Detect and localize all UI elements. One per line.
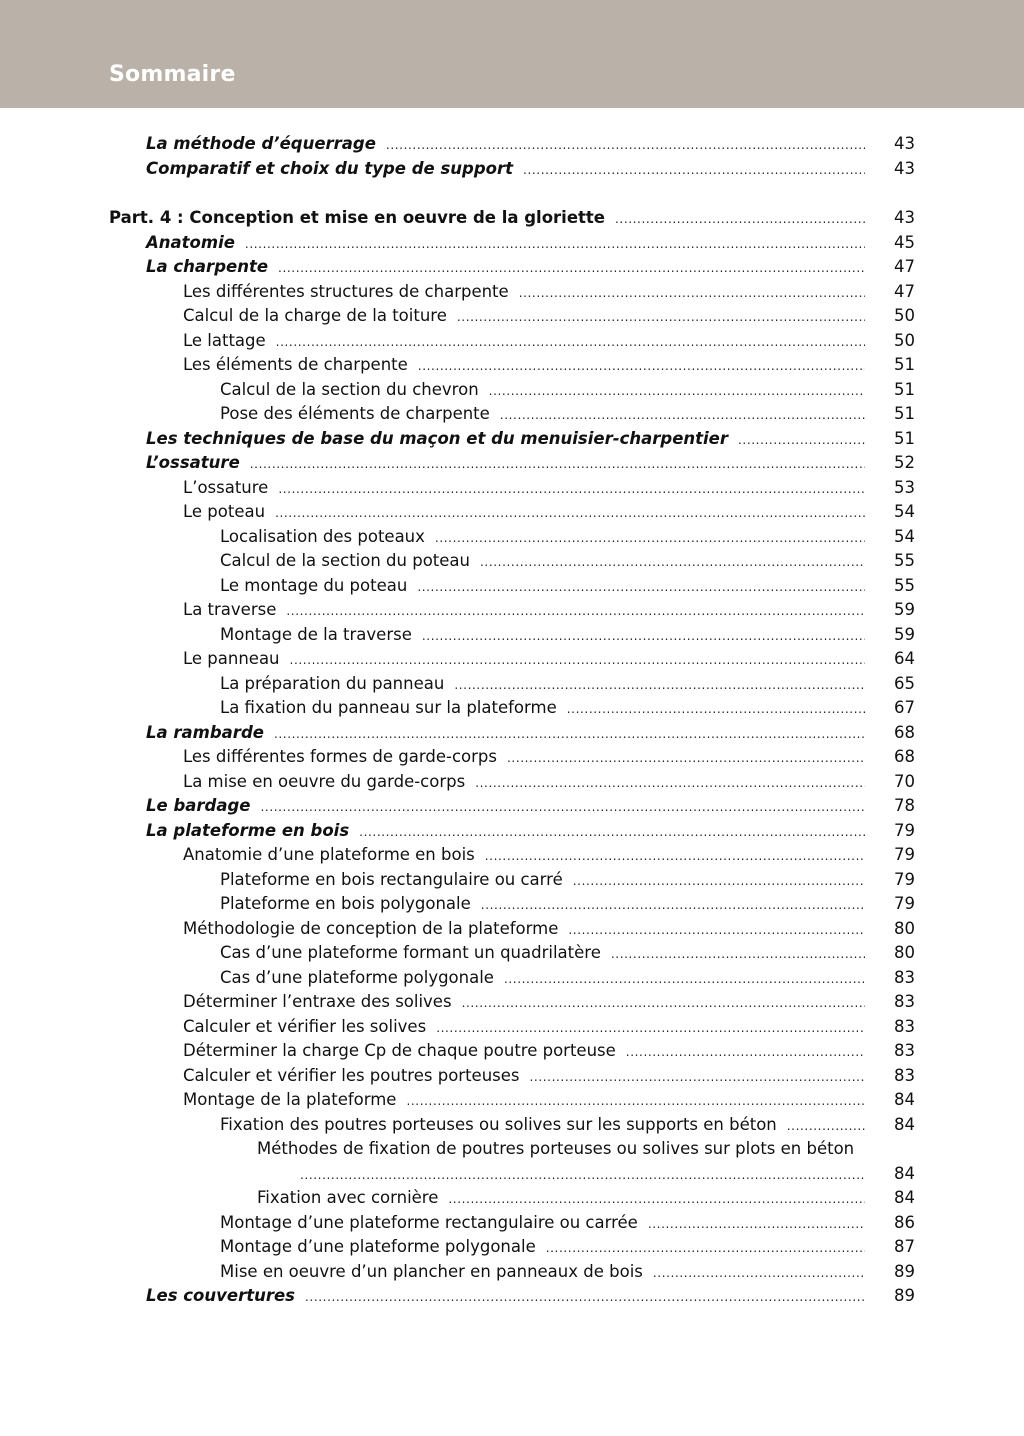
toc-entry-label: Part. 4 : Conception et mise en oeuvre de la gloriette	[109, 206, 615, 231]
dot-leader	[276, 330, 865, 355]
toc-entry[interactable]	[0, 427, 1024, 452]
dot-leader	[245, 232, 865, 257]
toc-entry[interactable]	[0, 941, 1024, 966]
dot-leader	[507, 746, 865, 771]
toc-entry-label: Calcul de la section du chevron	[220, 378, 489, 403]
toc-entry-label: L’ossature	[146, 451, 250, 476]
toc-entry[interactable]	[0, 353, 1024, 378]
toc-entry[interactable]	[0, 476, 1024, 501]
toc-entry[interactable]	[0, 696, 1024, 721]
dot-leader	[260, 795, 865, 820]
toc-entry-page: 89	[894, 1261, 915, 1281]
toc-entry-label: La préparation du panneau	[220, 672, 454, 697]
toc-entry-page: 64	[894, 649, 915, 668]
dot-leader	[481, 893, 865, 918]
dot-leader	[278, 477, 865, 502]
toc-entry-page: 51	[894, 404, 915, 423]
dot-leader	[615, 207, 865, 232]
dot-leader	[653, 1261, 865, 1286]
dot-leader	[500, 403, 865, 428]
dot-leader	[290, 648, 865, 673]
toc-entry-page: 47	[894, 281, 915, 301]
toc-entry[interactable]	[0, 378, 1024, 403]
toc-entry-page: 87	[894, 1237, 915, 1256]
toc-entry-page: 83	[894, 1065, 915, 1085]
toc-entry[interactable]	[0, 329, 1024, 354]
toc-entry[interactable]	[0, 1284, 1024, 1309]
dot-leader	[648, 1212, 865, 1237]
toc-entry-label: Fixation avec cornière	[257, 1186, 448, 1211]
toc-entry-page: 78	[894, 796, 915, 815]
toc-entry-page: 67	[894, 698, 915, 717]
toc-entry-label: Le bardage	[146, 794, 260, 819]
toc-entry[interactable]	[0, 966, 1024, 991]
toc-entry-page: 84	[894, 1188, 915, 1207]
toc-entry[interactable]	[0, 451, 1024, 476]
toc-entry-page: 59	[894, 624, 915, 644]
toc-entry-label: La traverse	[183, 598, 286, 623]
toc-entry-page: 43	[894, 134, 915, 153]
toc-entry-page: 55	[894, 575, 915, 595]
toc-entry-page: 80	[894, 943, 915, 962]
dot-leader	[546, 1236, 865, 1261]
toc-entry-label: La fixation du panneau sur la plateforme	[220, 696, 567, 721]
toc-entry-page: 55	[894, 551, 915, 570]
toc-entry-page: 59	[894, 600, 915, 619]
toc-entry[interactable]	[0, 647, 1024, 672]
dot-leader	[418, 354, 865, 379]
toc-entry-label: Calculer et vérifier les solives	[183, 1015, 436, 1040]
toc-entry-label: Comparatif et choix du type de support	[146, 157, 523, 182]
toc-entry-label: Calcul de la section du poteau	[220, 549, 480, 574]
toc-entry-page: 84	[894, 1114, 915, 1134]
toc-entry-label: Le montage du poteau	[220, 574, 417, 599]
toc-entry-label: Plateforme en bois polygonale	[220, 892, 481, 917]
toc-entry-page: 47	[894, 257, 915, 276]
toc-entry[interactable]	[0, 574, 1024, 599]
toc-entry-page: 70	[894, 771, 915, 791]
dot-leader	[462, 991, 865, 1016]
toc-entry-page: 86	[894, 1212, 915, 1232]
toc-entry-page: 51	[894, 355, 915, 374]
table-of-contents	[0, 132, 1024, 1309]
toc-entry[interactable]	[0, 1235, 1024, 1260]
toc-entry[interactable]	[0, 892, 1024, 917]
toc-entry-page: 54	[894, 526, 915, 546]
toc-entry[interactable]	[0, 917, 1024, 942]
dot-leader	[305, 1285, 865, 1310]
toc-entry[interactable]	[0, 1064, 1024, 1089]
toc-entry[interactable]	[0, 1039, 1024, 1064]
dot-leader	[359, 820, 865, 845]
toc-entry-label: Montage de la traverse	[220, 623, 422, 648]
toc-entry[interactable]	[0, 549, 1024, 574]
dot-leader	[448, 1187, 865, 1212]
toc-entry-label: Cas d’une plateforme formant un quadrilatère	[220, 941, 611, 966]
toc-entry-page: 51	[894, 428, 915, 448]
toc-entry-label: La méthode d’équerrage	[146, 132, 386, 157]
toc-entry[interactable]	[0, 402, 1024, 427]
toc-entry-label: Les couvertures	[146, 1284, 305, 1309]
toc-entry-label: Localisation des poteaux	[220, 525, 435, 550]
toc-entry-label: Les différentes structures de charpente	[183, 280, 519, 305]
toc-entry[interactable]	[0, 304, 1024, 329]
toc-entry-label: Pose des éléments de charpente	[220, 402, 500, 427]
toc-entry[interactable]	[0, 1211, 1024, 1236]
toc-entry[interactable]	[0, 255, 1024, 280]
dot-leader	[504, 967, 865, 992]
toc-entry[interactable]	[0, 794, 1024, 819]
toc-entry-label: Calculer et vérifier les poutres porteuses	[183, 1064, 530, 1089]
toc-entry-label: Anatomie d’une plateforme en bois	[183, 843, 485, 868]
toc-entry[interactable]	[0, 500, 1024, 525]
toc-entry-page: 84	[894, 1163, 915, 1183]
toc-entry-page: 50	[894, 306, 915, 325]
spacer	[0, 181, 1024, 206]
dot-leader	[435, 526, 865, 551]
dot-leader	[567, 697, 865, 722]
toc-entry[interactable]	[0, 745, 1024, 770]
toc-entry[interactable]	[0, 672, 1024, 697]
dot-leader	[485, 844, 865, 869]
dot-leader	[454, 673, 865, 698]
dot-leader	[417, 575, 865, 600]
dot-leader	[286, 599, 865, 624]
dot-leader	[457, 305, 865, 330]
dot-leader	[436, 1016, 865, 1041]
toc-entry[interactable]	[0, 843, 1024, 868]
toc-entry-page: 83	[894, 1041, 915, 1060]
dot-leader	[300, 1163, 865, 1188]
dot-leader	[626, 1040, 865, 1065]
toc-entry[interactable]	[0, 990, 1024, 1015]
dot-leader	[489, 379, 865, 404]
toc-entry-label: Anatomie	[146, 231, 245, 256]
toc-entry-label: L’ossature	[183, 476, 278, 501]
toc-entry-page: 54	[894, 502, 915, 521]
toc-entry[interactable]	[0, 623, 1024, 648]
toc-entry-label: Montage de la plateforme	[183, 1088, 406, 1113]
toc-entry-page: 45	[894, 232, 915, 252]
toc-entry[interactable]	[0, 1186, 1024, 1211]
dot-leader	[523, 158, 865, 183]
toc-entry-label: La mise en oeuvre du garde-corps	[183, 770, 475, 795]
toc-entry-label: Déterminer l’entraxe des solives	[183, 990, 462, 1015]
dot-leader	[738, 428, 865, 453]
toc-entry-page: 79	[894, 845, 915, 864]
dot-leader	[275, 501, 865, 526]
dot-leader	[573, 869, 865, 894]
toc-entry-page: 83	[894, 967, 915, 987]
dot-leader	[406, 1089, 865, 1114]
dot-leader	[530, 1065, 866, 1090]
toc-entry-continuation[interactable]	[0, 1162, 1024, 1187]
toc-entry[interactable]	[0, 1260, 1024, 1285]
toc-entry-page: 68	[894, 722, 915, 742]
toc-entry-label: La charpente	[146, 255, 278, 280]
dot-leader	[480, 550, 865, 575]
toc-part-heading[interactable]	[0, 206, 1024, 231]
toc-entry[interactable]	[0, 819, 1024, 844]
toc-entry[interactable]	[0, 868, 1024, 893]
dot-leader	[386, 133, 865, 158]
toc-entry-label: Les techniques de base du maçon et du menuisier-charpentier	[146, 427, 738, 452]
toc-entry-label: Le panneau	[183, 647, 290, 672]
dot-leader	[519, 281, 865, 306]
toc-entry-page: 53	[894, 477, 915, 497]
toc-entry[interactable]	[0, 721, 1024, 746]
toc-entry-label: Calcul de la charge de la toiture	[183, 304, 457, 329]
toc-entry-page: 80	[894, 918, 915, 938]
toc-entry-page: 52	[894, 453, 915, 472]
toc-entry-label: Le poteau	[183, 500, 275, 525]
toc-entry[interactable]	[0, 770, 1024, 795]
dot-leader	[475, 771, 865, 796]
toc-entry-label: Les différentes formes de garde-corps	[183, 745, 507, 770]
dot-leader	[422, 624, 865, 649]
toc-entry-label: La plateforme en bois	[146, 819, 359, 844]
toc-entry-page: 79	[894, 820, 915, 840]
toc-entry-label: Montage d’une plateforme polygonale	[220, 1235, 546, 1260]
toc-entry[interactable]	[0, 132, 1024, 157]
toc-entry-label: Les éléments de charpente	[183, 353, 418, 378]
toc-entry-page: 89	[894, 1286, 915, 1305]
toc-entry-page: 79	[894, 869, 915, 889]
toc-entry-label: Mise en oeuvre d’un plancher en panneaux de bois	[220, 1260, 653, 1285]
toc-entry-label: Méthodes de fixation de poutres porteuses ou solives sur plots en béton	[257, 1137, 864, 1162]
toc-entry[interactable]	[0, 598, 1024, 623]
toc-entry-page: 65	[894, 673, 915, 693]
dot-leader	[611, 942, 865, 967]
toc-entry-label: Plateforme en bois rectangulaire ou carré	[220, 868, 573, 893]
dot-leader	[274, 722, 865, 747]
toc-entry-label: Montage d’une plateforme rectangulaire ou carrée	[220, 1211, 648, 1236]
toc-entry-label: Méthodologie de conception de la plateforme	[183, 917, 568, 942]
page-title: Sommaire	[109, 62, 236, 87]
toc-entry-page: 43	[894, 208, 915, 227]
toc-entry-label: Le lattage	[183, 329, 276, 354]
dot-leader	[568, 918, 865, 943]
toc-entry[interactable]	[0, 1113, 1024, 1138]
toc-entry[interactable]	[0, 1137, 1024, 1162]
toc-entry[interactable]	[0, 280, 1024, 305]
toc-entry-page: 51	[894, 379, 915, 399]
toc-entry-page: 43	[894, 158, 915, 178]
toc-entry-page: 83	[894, 1016, 915, 1036]
toc-entry-label: Fixation des poutres porteuses ou solives sur les supports en béton	[220, 1113, 787, 1138]
toc-entry-label: Cas d’une plateforme polygonale	[220, 966, 504, 991]
dot-leader	[787, 1114, 865, 1139]
toc-entry[interactable]	[0, 1088, 1024, 1113]
dot-leader	[278, 256, 865, 281]
toc-entry[interactable]	[0, 231, 1024, 256]
toc-entry-label: La rambarde	[146, 721, 274, 746]
toc-entry-label: Déterminer la charge Cp de chaque poutre porteuse	[183, 1039, 626, 1064]
toc-entry-page: 79	[894, 894, 915, 913]
toc-entry-page: 68	[894, 747, 915, 766]
toc-entry[interactable]	[0, 525, 1024, 550]
toc-entry-page: 83	[894, 992, 915, 1011]
toc-entry-page: 50	[894, 330, 915, 350]
toc-entry[interactable]	[0, 157, 1024, 182]
page-header	[0, 0, 1024, 108]
toc-entry[interactable]	[0, 1015, 1024, 1040]
dot-leader	[250, 452, 865, 477]
toc-entry-page: 84	[894, 1090, 915, 1109]
